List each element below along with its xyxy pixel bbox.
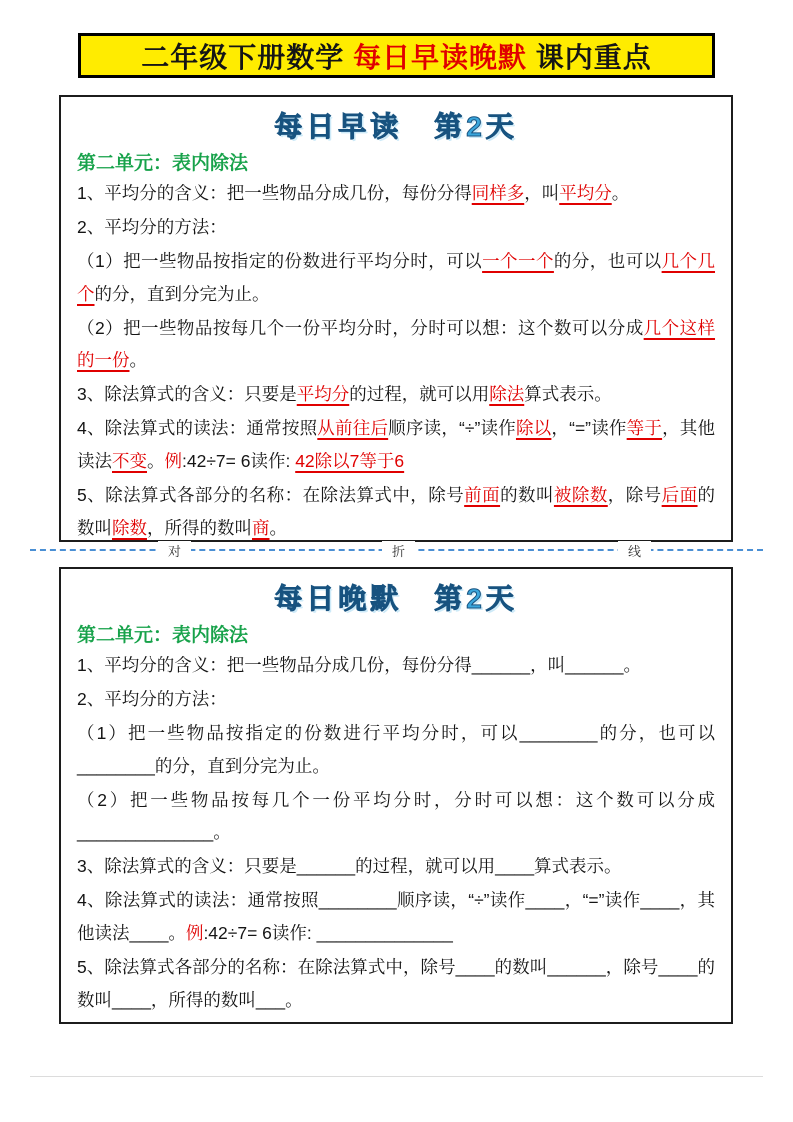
evening-line-7: 5、除法算式各部分的名称：在除法算式中，除号____的数叫______，除号____的数叫____，所得的数叫___。 [77, 957, 715, 1010]
morning-line-2: 2、平均分的方法： [77, 216, 227, 237]
morning-line-7: 5、除法算式各部分的名称：在除法算式中，除号前面的数叫被除数，除号后面的数叫除数，所得的数叫商。 [77, 485, 716, 538]
page-banner: 二年级下册数学 每日早读晚默 课内重点 [78, 33, 715, 78]
morning-title: 每日早读 第2天 [274, 111, 518, 142]
morning-line-1: 1、平均分的含义：把一些物品分成几份，每份分得同样多，叫平均分。 [77, 183, 630, 203]
morning-unit-heading: 第二单元：表内除法 [77, 153, 249, 174]
evening-line-5: 3、除法算式的含义：只要是______的过程，就可以用____算式表示。 [77, 856, 622, 877]
evening-unit-heading: 第二单元：表内除法 [77, 625, 249, 646]
morning-line-4: （2）把一些物品按每几个一份平均分时，分时可以想：这个数可以分成几个这样的一份。 [77, 317, 716, 371]
evening-line-4: （2）把一些物品按每几个一份平均分时，分时可以想：这个数可以分成______________。 [77, 789, 715, 843]
evening-title: 每日晚默 第2天 [274, 583, 518, 614]
morning-line-6: 4、除法算式的读法：通常按照从前往后顺序读，“÷”读作除以，“=”读作等于，其他读法不变。例:42÷7= 6读作: 42除以7等于6 [77, 418, 716, 472]
fold-label-xian: 线 [618, 541, 651, 560]
fold-dashed-line [30, 544, 763, 559]
morning-line-5: 3、除法算式的含义：只要是平均分的过程，就可以用除法算式表示。 [77, 384, 612, 405]
fold-label-zhe: 折 [382, 541, 415, 560]
evening-dictation-section [59, 567, 733, 1024]
evening-line-3: （1）把一些物品按指定的份数进行平均分时，可以________的分，也可以________的分，直到分完为止。 [77, 722, 715, 776]
fold-label-dui: 对 [158, 541, 191, 560]
bottom-divider [30, 1076, 763, 1077]
evening-line-6: 4、除法算式的读法：通常按照________顺序读，“÷”读作____，“=”读作____，其他读法____。例:42÷7= 6读作: ______________ [77, 890, 715, 944]
evening-line-2: 2、平均分的方法： [77, 688, 227, 709]
evening-line-1: 1、平均分的含义：把一些物品分成几份，每份分得______，叫______。 [77, 655, 642, 675]
morning-line-3: （1）把一些物品按指定的份数进行平均分时，可以一个一个的分，也可以几个几个的分，直到分完为止。 [77, 250, 716, 304]
morning-reading-section [59, 95, 733, 542]
